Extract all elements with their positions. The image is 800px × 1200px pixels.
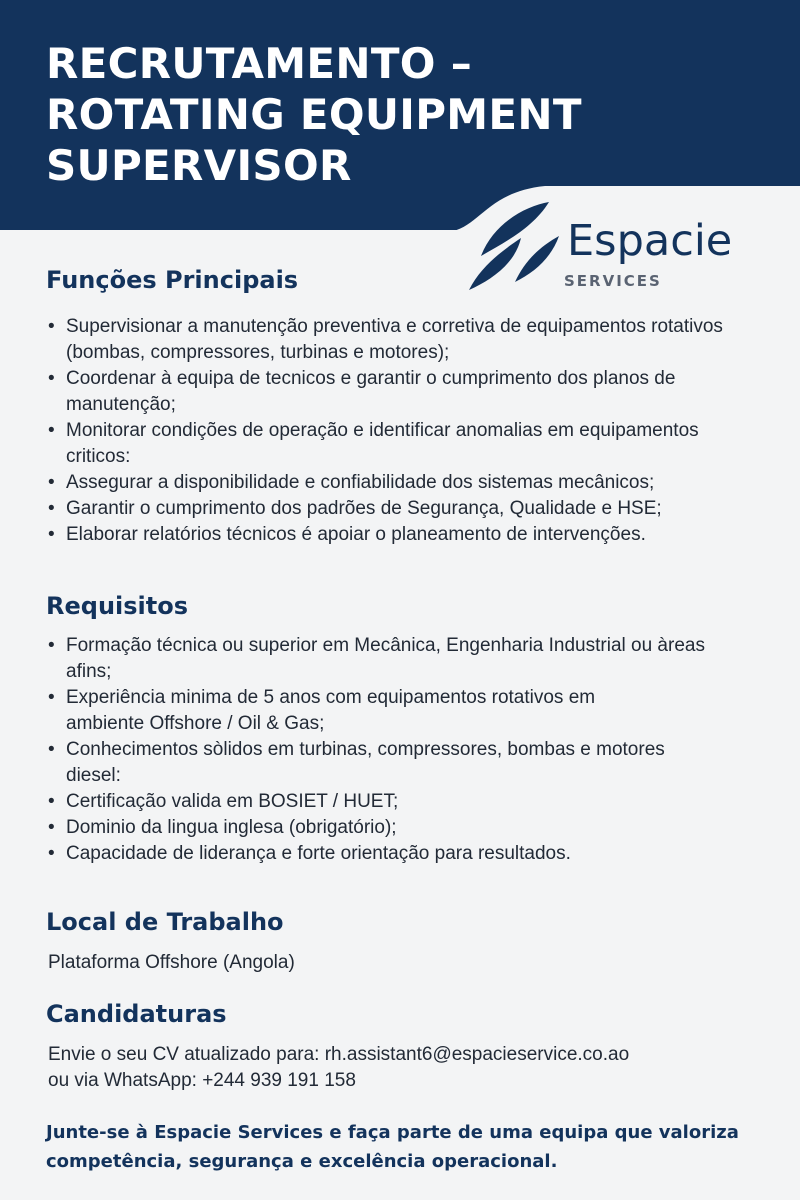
candidaturas-whatsapp-line: ou via WhatsApp: +244 939 191 158 [48,1070,356,1091]
list-item: • Conhecimentos sòlidos em turbinas, compressores, bombas e motores diesel: [48,737,706,789]
espacie-logo-mark-icon [463,198,563,298]
local-text: Plataforma Offshore (Angola) [48,952,295,973]
local-heading: Local de Trabalho [46,908,284,936]
title-line-2: ROTATING EQUIPMENT [46,90,582,139]
title-line-3: SUPERVISOR [46,141,352,190]
candidaturas-heading: Candidaturas [46,1000,227,1028]
candidaturas-email-line: Envie o seu CV atualizado para: rh.assistant6@espacieservice.co.ao [48,1044,630,1065]
funcoes-heading: Funções Principais [46,266,299,294]
list-item: • Assegurar a disponibilidade e confiabilidade dos sistemas mecânicos; [48,470,788,496]
list-item: • Garantir o cumprimento dos padrões de Segurança, Qualidade e HSE; [48,496,788,522]
closing-statement: Junte-se à Espacie Services e faça parte de uma equipa que valoriza competência, segurança e excelência operacional. [46,1122,739,1172]
funcoes-list [48,314,788,548]
list-item: • Capacidade de liderança e forte orientação para resultados. [48,841,788,867]
espacie-logo [463,198,763,298]
list-item: • Elaborar relatórios técnicos é apoiar o planeamento de intervenções. [48,522,788,548]
requisitos-heading: Requisitos [46,592,189,620]
list-item: • Experiência minima de 5 anos com equipamentos rotativos em ambiente Offshore / Oil & Gas; [48,685,666,737]
requisitos-list [48,633,788,867]
list-item: • Monitorar condições de operação e identificar anomalias em equipamentos criticos: [48,418,706,470]
title-line-1: RECRUTAMENTO – [46,39,473,88]
list-item: • Dominio da lingua inglesa (obrigatório); [48,815,788,841]
list-item: • Certificação valida em BOSIET / HUET; [48,789,788,815]
logo-subtitle: SERVICES [564,272,662,290]
logo-name: Espacie [567,216,733,266]
list-item: • Supervisionar a manutenção preventiva e corretiva de equipamentos rotativos (bombas, compressores, turbinas e motores); [48,314,788,366]
list-item: • Formação técnica ou superior em Mecânica, Engenharia Industrial ou àreas afins; [48,633,746,685]
list-item: • Coordenar à equipa de tecnicos e garantir o cumprimento dos planos de manutenção; [48,366,706,418]
